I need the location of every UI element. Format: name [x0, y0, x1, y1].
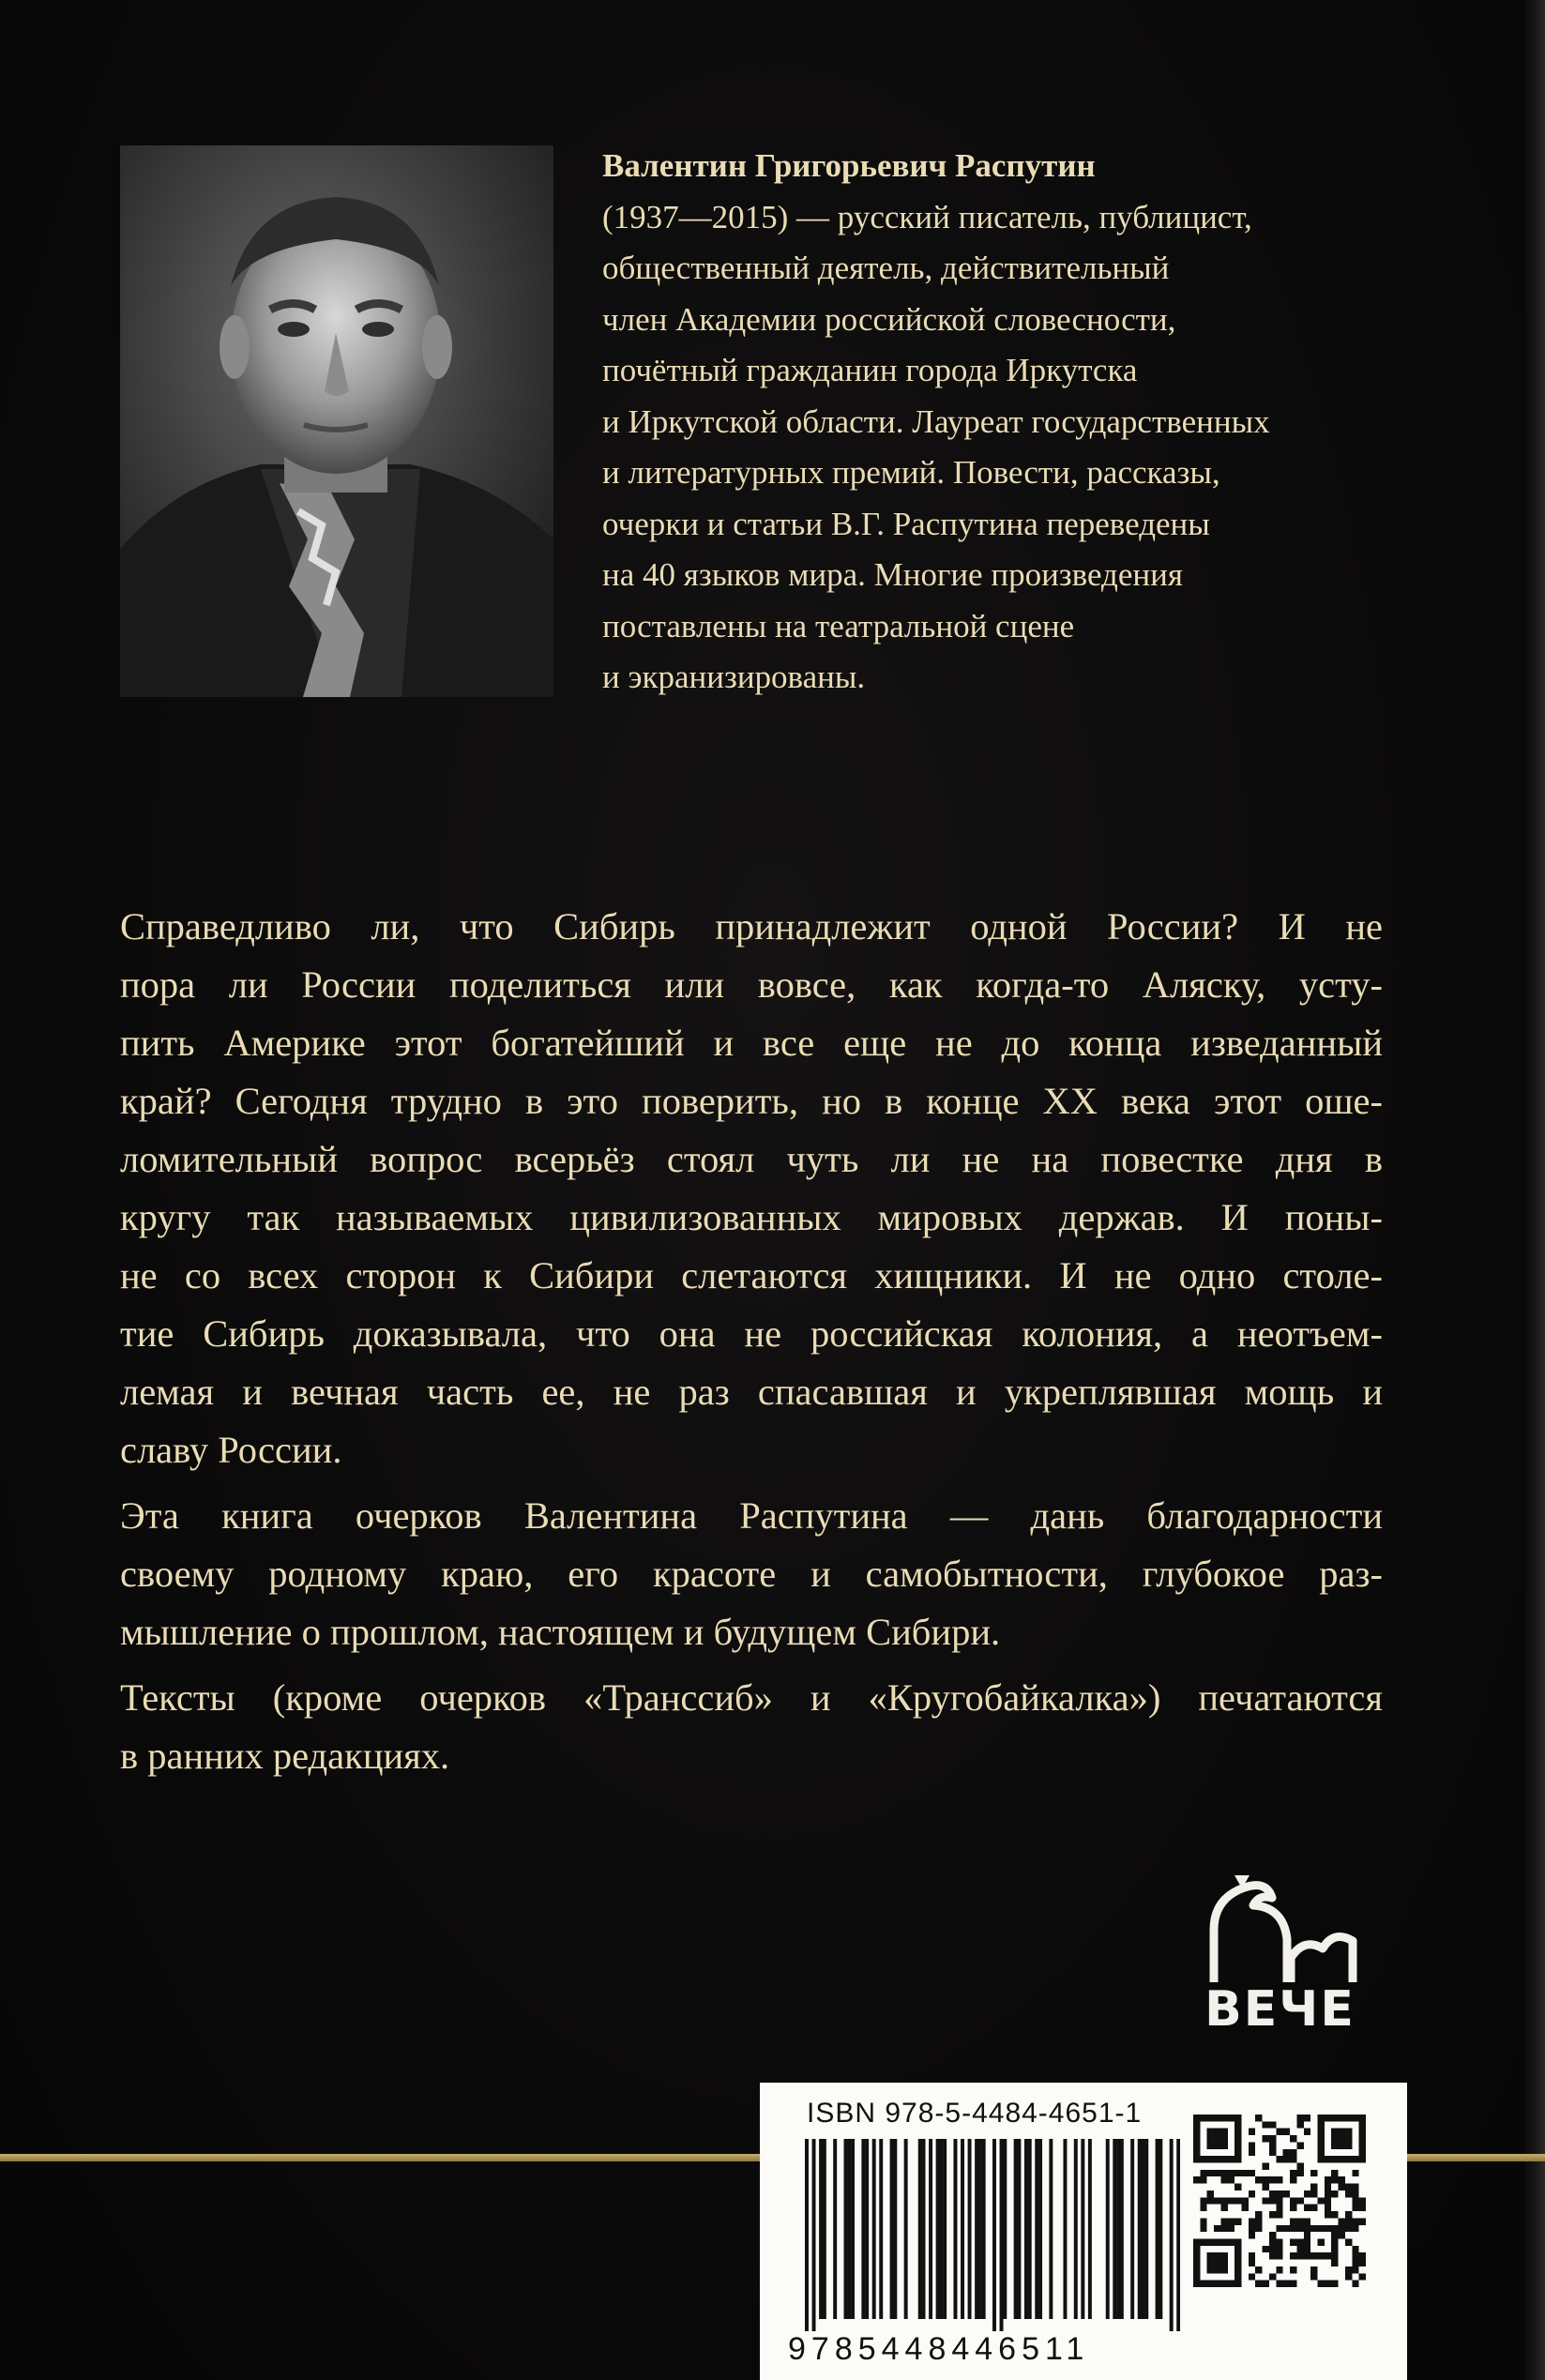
qr-module	[1228, 2218, 1234, 2224]
barcode-bar	[812, 2139, 816, 2331]
barcode-bar	[936, 2139, 940, 2319]
barcode-bar	[1120, 2139, 1124, 2319]
qr-module	[1352, 2170, 1358, 2176]
qr-module	[1255, 2266, 1262, 2273]
qr-module	[1263, 2246, 1269, 2252]
qr-module	[1296, 2238, 1303, 2245]
qr-module	[1345, 2238, 1352, 2245]
bio-line: (1937—2015) — русский писатель, публицист,	[602, 198, 1252, 235]
barcode-bar	[833, 2139, 837, 2319]
annotation-line: пить Америке этот богатейший и все еще не до конца изведанный	[120, 1022, 1383, 1064]
qr-module	[1359, 2273, 1366, 2280]
qr-module	[1269, 2176, 1276, 2183]
barcode-bar	[1017, 2139, 1021, 2319]
qr-module	[1283, 2156, 1290, 2162]
qr-module	[1310, 2205, 1317, 2211]
qr-module	[1317, 2238, 1324, 2245]
qr-module	[1304, 2191, 1310, 2197]
barcode-bar	[1014, 2139, 1018, 2319]
qr-module	[1269, 2232, 1276, 2238]
qr-module	[1331, 2129, 1352, 2149]
qr-module	[1325, 2191, 1331, 2197]
qr-module	[1276, 2281, 1282, 2287]
gold-rule-right	[1407, 2154, 1545, 2161]
qr-module	[1200, 2205, 1206, 2211]
barcode-bar	[1035, 2139, 1038, 2319]
qr-module	[1220, 2176, 1227, 2183]
qr-module	[1255, 2176, 1262, 2183]
qr-module	[1304, 2205, 1310, 2211]
qr-module	[1283, 2281, 1290, 2287]
qr-module	[1228, 2197, 1234, 2204]
qr-module	[1200, 2197, 1206, 2204]
barcode-bar	[1088, 2139, 1092, 2319]
qr-module	[1249, 2218, 1255, 2224]
barcode-bar	[805, 2139, 809, 2331]
qr-module	[1228, 2170, 1234, 2176]
barcode-bar	[978, 2139, 982, 2319]
qr-module	[1345, 2218, 1352, 2224]
qr-module	[1283, 2225, 1290, 2232]
qr-module	[1207, 2197, 1214, 2204]
qr-module	[1234, 2170, 1241, 2176]
gold-rule-left	[0, 2154, 760, 2161]
qr-module	[1276, 2266, 1282, 2273]
bio-line: и литературных премий. Повести, рассказы,	[602, 454, 1220, 491]
annotation-line: пора ли России поделиться или вовсе, как когда-то Аляску, усту-	[120, 963, 1383, 1006]
qr-module	[1339, 2232, 1345, 2238]
qr-module	[1249, 2129, 1255, 2135]
qr-module	[1269, 2252, 1276, 2259]
qr-module	[1290, 2197, 1296, 2204]
barcode-bar	[1106, 2139, 1110, 2319]
barcode-bar	[819, 2139, 823, 2319]
qr-module	[1255, 2211, 1262, 2218]
barcode-bar	[904, 2139, 908, 2319]
qr-module	[1263, 2121, 1269, 2128]
qr-module	[1331, 2191, 1338, 2197]
barcode-bar	[890, 2139, 894, 2319]
barcode-bar	[861, 2139, 865, 2319]
author-portrait	[120, 145, 553, 697]
annotation-line: славу России.	[120, 1429, 342, 1471]
qr-module	[1255, 2281, 1262, 2287]
barcode-bar	[982, 2139, 986, 2319]
publisher-logo-text: ВЕЧЕ	[1204, 1981, 1356, 2038]
qr-module	[1276, 2156, 1282, 2162]
author-bio	[602, 141, 1447, 704]
barcode-digits: 9785448446511	[788, 2331, 1090, 2367]
barcode-bar	[851, 2139, 855, 2319]
qr-module	[1228, 2176, 1234, 2183]
annotation-paragraph-3	[120, 1669, 1383, 1785]
qr-module	[1359, 2260, 1366, 2266]
barcode-bar	[1113, 2139, 1116, 2319]
qr-module	[1234, 2184, 1241, 2191]
barcode-bar	[1063, 2139, 1067, 2319]
annotation-line: своему родному краю, его красоте и самобытности, глубокое раз-	[120, 1553, 1383, 1595]
barcode-bar	[879, 2139, 883, 2319]
qr-module	[1352, 2184, 1358, 2191]
qr-module	[1263, 2184, 1269, 2191]
qr-module	[1290, 2205, 1296, 2211]
qr-module	[1249, 2225, 1255, 2232]
qr-module	[1249, 2170, 1255, 2176]
author-portrait-drawing	[120, 145, 553, 697]
qr-module	[1276, 2211, 1282, 2218]
qr-module	[1345, 2211, 1352, 2218]
annotation-paragraph-1	[120, 898, 1383, 1479]
qr-module	[1269, 2142, 1276, 2148]
qr-module	[1290, 2238, 1296, 2245]
qr-module	[1249, 2149, 1255, 2156]
qr-module	[1352, 2191, 1358, 2197]
qr-module	[1269, 2191, 1276, 2197]
bio-line: и Иркутской области. Лауреат государственных	[602, 402, 1270, 440]
bio-line: почётный гражданин города Иркутска	[602, 352, 1138, 388]
qr-module	[1207, 2252, 1228, 2273]
cover-spine-edge	[1524, 0, 1545, 2380]
qr-module	[1345, 2266, 1352, 2273]
qr-module	[1352, 2205, 1358, 2211]
qr-module	[1290, 2266, 1296, 2273]
qr-module	[1339, 2218, 1345, 2224]
qr-module	[1276, 2197, 1282, 2204]
barcode-bar	[1116, 2139, 1120, 2319]
annotation-line: не со всех сторон к Сибири слетаются хищники. И не одно столе-	[120, 1254, 1383, 1296]
author-name: Валентин Григорьевич Распутин	[602, 147, 1096, 184]
qr-module	[1304, 2115, 1310, 2121]
qr-module	[1276, 2246, 1282, 2252]
qr-module	[1331, 2176, 1338, 2183]
qr-module	[1359, 2197, 1366, 2204]
qr-module	[1249, 2273, 1255, 2280]
qr-module	[1339, 2176, 1345, 2183]
annotation-line: ломительный вопрос всерьёз стоял чуть ли не на повестке дня в	[120, 1138, 1383, 1180]
barcode-bar	[847, 2139, 851, 2319]
qr-code-icon	[1193, 2115, 1366, 2287]
annotation-line: тие Сибирь доказывала, что она не российская колония, а неотъем-	[120, 1312, 1383, 1355]
annotation-line: в ранних редакциях.	[120, 1735, 450, 1777]
annotation-line: Справедливо ли, что Сибирь принадлежит одной России? И не	[120, 905, 1383, 947]
qr-module	[1269, 2149, 1276, 2156]
qr-module	[1276, 2225, 1282, 2232]
qr-module	[1325, 2197, 1331, 2204]
isbn-barcode-label	[760, 2083, 1407, 2380]
qr-module	[1249, 2191, 1255, 2197]
qr-module	[1283, 2149, 1290, 2156]
qr-module	[1296, 2218, 1303, 2224]
qr-module	[1352, 2252, 1358, 2259]
qr-module	[1290, 2170, 1296, 2176]
qr-module	[1304, 2129, 1310, 2135]
bio-line: член Академии российской словесности,	[602, 300, 1176, 338]
qr-module	[1214, 2225, 1220, 2232]
qr-module	[1214, 2170, 1220, 2176]
qr-module	[1296, 2246, 1303, 2252]
barcode-bar	[1130, 2139, 1134, 2319]
qr-module	[1310, 2184, 1317, 2191]
qr-module	[1339, 2225, 1345, 2232]
qr-module	[1290, 2252, 1296, 2259]
qr-module	[1283, 2191, 1290, 2197]
bio-line: общественный деятель, действительный	[602, 250, 1170, 286]
qr-module	[1249, 2232, 1255, 2238]
qr-module	[1200, 2176, 1206, 2183]
qr-module	[1345, 2273, 1352, 2280]
annotation-line: мышление о прошлом, настоящем и будущем Сибири.	[120, 1611, 1001, 1653]
qr-module	[1263, 2163, 1269, 2170]
barcode-bar	[893, 2139, 897, 2319]
qr-module	[1263, 2135, 1269, 2142]
qr-module	[1263, 2281, 1269, 2287]
barcode-bar	[918, 2139, 922, 2319]
qr-module	[1296, 2170, 1303, 2176]
qr-module	[1276, 2252, 1282, 2259]
qr-module	[1296, 2197, 1303, 2204]
qr-module	[1296, 2252, 1303, 2259]
qr-module	[1207, 2129, 1228, 2149]
qr-module	[1310, 2191, 1317, 2197]
barcode-bar	[1081, 2139, 1084, 2319]
qr-module	[1359, 2218, 1366, 2224]
qr-module	[1325, 2176, 1331, 2183]
qr-module	[1276, 2205, 1282, 2211]
qr-module	[1283, 2129, 1290, 2135]
qr-module	[1263, 2197, 1269, 2204]
qr-module	[1345, 2191, 1352, 2197]
barcode-bar	[961, 2139, 964, 2319]
qr-module	[1200, 2170, 1206, 2176]
qr-module	[1290, 2149, 1296, 2156]
annotation-line: кругу так называемых цивилизованных мировых держав. И поны-	[120, 1196, 1383, 1238]
annotation-line: Тексты (кроме очерков «Транссиб» и «Кругобайкалка») печатаются	[120, 1676, 1383, 1719]
qr-module	[1352, 2266, 1358, 2273]
qr-module	[1331, 2211, 1338, 2218]
qr-module	[1200, 2218, 1206, 2224]
qr-module	[1352, 2281, 1358, 2287]
qr-module	[1220, 2205, 1227, 2211]
barcode-bar	[968, 2139, 972, 2319]
qr-module	[1290, 2135, 1296, 2142]
qr-module	[1359, 2205, 1366, 2211]
barcode-bar	[872, 2139, 876, 2319]
qr-module	[1296, 2115, 1303, 2121]
qr-module	[1193, 2176, 1200, 2183]
barcode-bar	[1138, 2139, 1142, 2319]
barcode-bar	[823, 2139, 826, 2319]
qr-module	[1276, 2238, 1282, 2245]
annotation-paragraph-2	[120, 1487, 1383, 1661]
qr-module	[1339, 2184, 1345, 2191]
qr-module	[1220, 2170, 1227, 2176]
qr-module	[1242, 2170, 1249, 2176]
qr-module	[1249, 2142, 1255, 2148]
qr-module	[1290, 2281, 1296, 2287]
bio-line: поставлены на театральной сцене	[602, 607, 1075, 644]
isbn-number: ISBN 978-5-4484-4651-1	[807, 2098, 1143, 2129]
qr-module	[1269, 2121, 1276, 2128]
qr-module	[1345, 2184, 1352, 2191]
qr-module	[1249, 2252, 1255, 2259]
qr-module	[1255, 2225, 1262, 2232]
qr-module	[1310, 2266, 1317, 2273]
barcode-bar	[929, 2139, 932, 2319]
qr-module	[1276, 2129, 1282, 2135]
barcode-bar	[1159, 2139, 1162, 2319]
qr-module	[1276, 2176, 1282, 2183]
qr-module	[1276, 2191, 1282, 2197]
qr-module	[1290, 2218, 1296, 2224]
qr-module	[1255, 2115, 1262, 2121]
qr-module	[1269, 2197, 1276, 2204]
qr-module	[1220, 2197, 1227, 2204]
qr-module	[1269, 2238, 1276, 2245]
qr-module	[1317, 2197, 1324, 2204]
qr-module	[1345, 2225, 1352, 2232]
annotation-line: Эта книга очерков Валентина Распутина — дань благодарности	[120, 1494, 1383, 1537]
barcode-bar	[992, 2139, 996, 2331]
qr-module	[1255, 2218, 1262, 2224]
barcode-bar	[1170, 2139, 1174, 2331]
qr-module	[1352, 2197, 1358, 2204]
annotation-line: край? Сегодня трудно в это поверить, но в конце XX века этот оше-	[120, 1080, 1383, 1122]
barcode-bar	[865, 2139, 869, 2319]
barcode-bar	[1003, 2139, 1007, 2319]
bio-line: и экранизированы.	[602, 659, 866, 695]
qr-module	[1234, 2218, 1241, 2224]
barcode-bar	[953, 2139, 957, 2319]
barcode-bar	[922, 2139, 926, 2319]
qr-module	[1296, 2142, 1303, 2148]
barcode-bar	[1144, 2139, 1148, 2319]
ean13-barcode	[805, 2139, 1180, 2331]
barcode-bar	[1156, 2139, 1159, 2319]
qr-module	[1249, 2260, 1255, 2266]
qr-module	[1325, 2184, 1331, 2191]
qr-module	[1304, 2218, 1310, 2224]
qr-module	[1269, 2211, 1276, 2218]
qr-module	[1220, 2218, 1227, 2224]
barcode-bar	[1074, 2139, 1078, 2319]
qr-module	[1207, 2191, 1214, 2197]
book-annotation	[120, 898, 1383, 1793]
qr-module	[1263, 2176, 1269, 2183]
qr-module	[1325, 2211, 1331, 2218]
barcode-bar	[1028, 2139, 1032, 2319]
qr-module	[1296, 2163, 1303, 2170]
bio-line: на 40 языков мира. Многие произведения	[602, 556, 1183, 593]
qr-module	[1352, 2246, 1358, 2252]
barcode-bar	[844, 2139, 848, 2319]
barcode-bar	[975, 2139, 978, 2319]
qr-module	[1207, 2170, 1214, 2176]
barcode-bar	[1176, 2139, 1180, 2331]
qr-module	[1296, 2225, 1303, 2232]
qr-module	[1359, 2252, 1366, 2259]
qr-module	[1214, 2197, 1220, 2204]
qr-module	[1290, 2225, 1296, 2232]
qr-module	[1242, 2205, 1249, 2211]
qr-module	[1290, 2176, 1296, 2183]
bio-line: очерки и статьи В.Г. Распутина переведены	[602, 505, 1210, 542]
qr-module	[1269, 2273, 1276, 2280]
qr-module	[1352, 2218, 1358, 2224]
barcode-bar	[1141, 2139, 1144, 2319]
qr-module	[1269, 2135, 1276, 2142]
qr-module	[1200, 2225, 1206, 2232]
barcode-bar	[939, 2139, 943, 2319]
qr-module	[1310, 2170, 1317, 2176]
kremlin-tower-icon	[1193, 1872, 1367, 1993]
qr-module	[1220, 2225, 1227, 2232]
qr-module	[1234, 2197, 1241, 2204]
qr-module	[1290, 2156, 1296, 2162]
annotation-line: лемая и вечная часть ее, не раз спасавшая и укреплявшая мощь и	[120, 1371, 1383, 1413]
barcode-bar	[1024, 2139, 1028, 2319]
qr-module	[1325, 2205, 1331, 2211]
qr-module	[1352, 2260, 1358, 2266]
qr-module	[1317, 2281, 1324, 2287]
barcode-bar	[1049, 2139, 1053, 2319]
qr-module	[1325, 2281, 1331, 2287]
qr-module	[1228, 2225, 1234, 2232]
qr-module	[1331, 2281, 1338, 2287]
qr-module	[1352, 2225, 1358, 2232]
qr-module	[1331, 2170, 1338, 2176]
qr-module	[1296, 2121, 1303, 2128]
qr-module	[1331, 2260, 1338, 2266]
qr-module	[1269, 2246, 1276, 2252]
barcode-bar	[943, 2139, 947, 2319]
qr-module	[1310, 2273, 1317, 2280]
qr-module	[1242, 2197, 1249, 2204]
barcode-bar	[1038, 2139, 1042, 2319]
barcode-bar	[1000, 2139, 1004, 2331]
